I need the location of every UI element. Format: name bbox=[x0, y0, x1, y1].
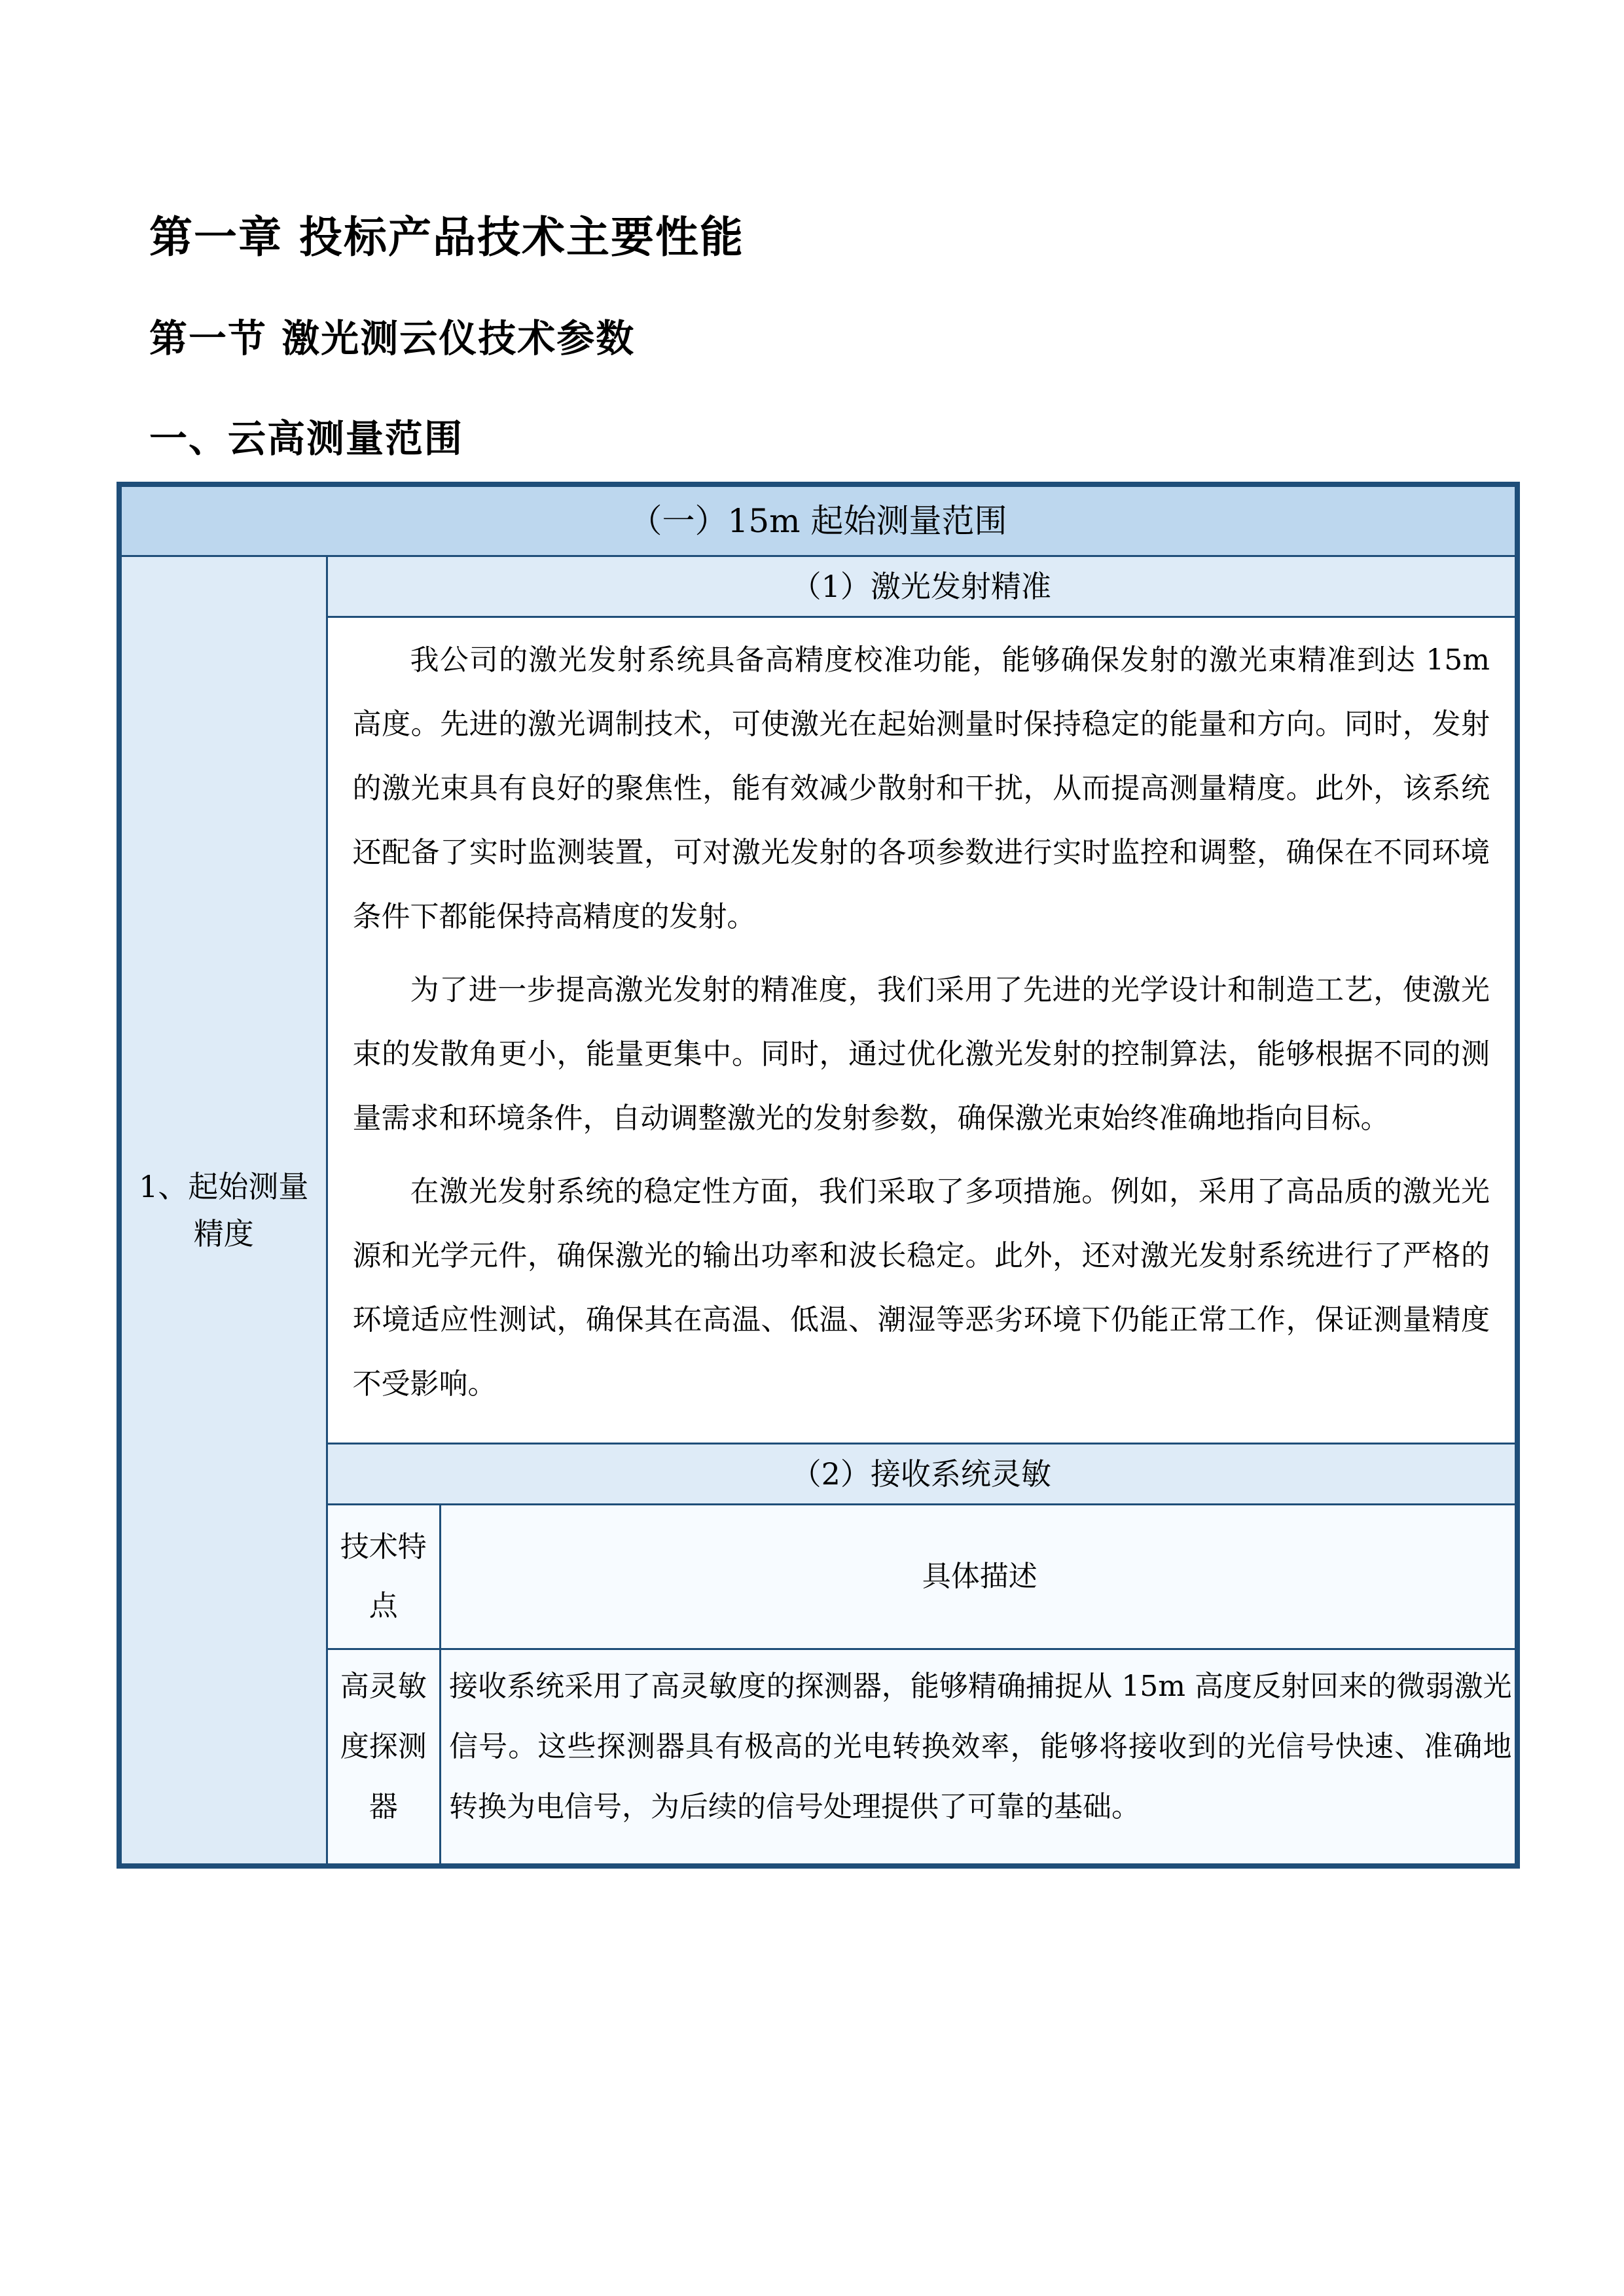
part1-heading: （1）激光发射精准 bbox=[327, 556, 1517, 617]
row-label-start-accuracy: 1、起始测量精度 bbox=[119, 556, 327, 1867]
subsection-title: 一、云高测量范围 bbox=[149, 416, 464, 461]
table-row bbox=[119, 1505, 1517, 1867]
inner-header-row bbox=[328, 1505, 1519, 1649]
part2-body bbox=[327, 1505, 1517, 1867]
part2-heading: （2）接收系统灵敏 bbox=[327, 1444, 1517, 1505]
part1-body bbox=[327, 617, 1517, 1444]
feature-cell: 高灵敏度探测器 bbox=[328, 1649, 441, 1864]
table-title: （一）15m 起始测量范围 bbox=[119, 484, 1517, 556]
col-header-description: 具体描述 bbox=[441, 1505, 1519, 1649]
table-row bbox=[119, 617, 1517, 1444]
section-title: 第一节 激光测云仪技术参数 bbox=[149, 316, 636, 361]
description-cell: 接收系统采用了高灵敏度的探测器，能够精确捕捉从 15m 高度反射回来的微弱激光信号。这些探测器具有极高的光电转换效率，能够将接收到的光信号快速、准确地转换为电信号，为后续的信号处理提供了可靠的基础。 bbox=[441, 1649, 1519, 1864]
chapter-title: 第一章 投标产品技术主要性能 bbox=[149, 212, 744, 262]
paragraph: 我公司的激光发射系统具备高精度校准功能，能够确保发射的激光束精准到达 15m 高度。先进的激光调制技术，可使激光在起始测量时保持稳定的能量和方向。同时，发射的激光束具有良好的聚焦性，能有效减少散射和干扰，从而提高测量精度。此外，该系统还配备了实时监测装置，可对激光发射的各项参数进行实时监控和调整，确保在不同环境条件下都能保持高精度的发射。 bbox=[352, 643, 1490, 933]
receiver-table bbox=[328, 1505, 1519, 1863]
table-row bbox=[119, 556, 1517, 617]
spec-table bbox=[117, 482, 1520, 1869]
table-row bbox=[119, 1444, 1517, 1505]
inner-table-row bbox=[328, 1649, 1519, 1864]
paragraph: 在激光发射系统的稳定性方面，我们采取了多项措施。例如，采用了高品质的激光光源和光学元件，确保激光的输出功率和波长稳定。此外，还对激光发射系统进行了严格的环境适应性测试，确保其在高温、低温、潮湿等恶劣环境下仍能正常工作，保证测量精度不受影响。 bbox=[352, 1175, 1490, 1401]
col-header-feature: 技术特点 bbox=[328, 1505, 441, 1649]
table-title-row bbox=[119, 484, 1517, 556]
paragraph: 为了进一步提高激光发射的精准度，我们采用了先进的光学设计和制造工艺，使激光束的发散角更小，能量更集中。同时，通过优化激光发射的控制算法，能够根据不同的测量需求和环境条件，自动调整激光的发射参数，确保激光束始终准确地指向目标。 bbox=[352, 973, 1490, 1135]
